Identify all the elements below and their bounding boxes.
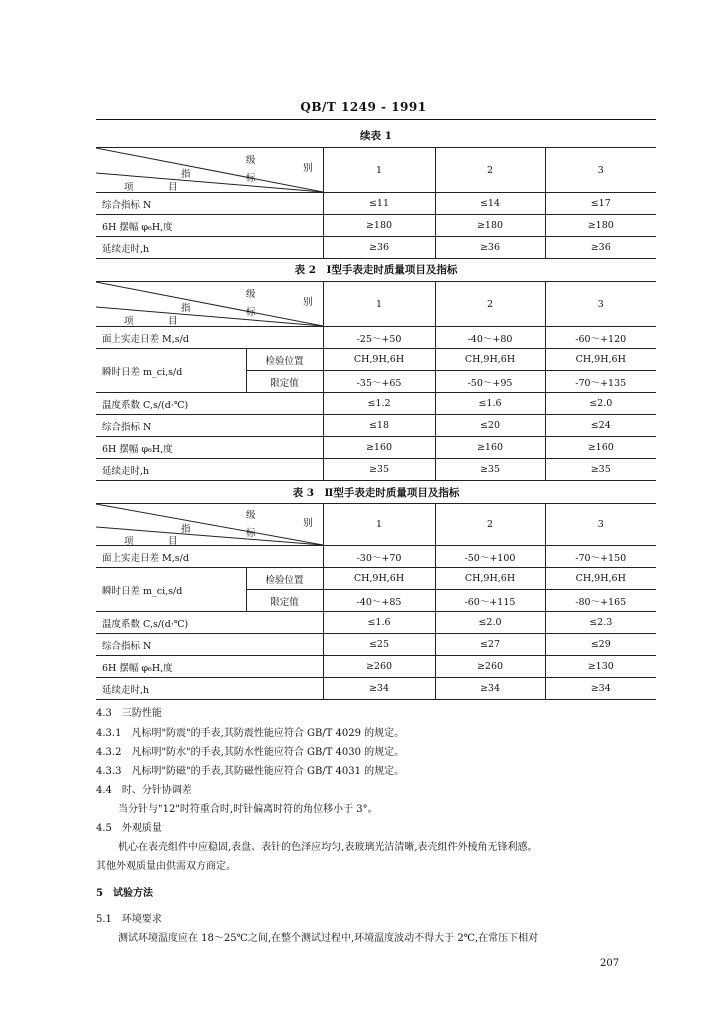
table-row (96, 437, 656, 459)
row-label: 延续走时,h (96, 459, 323, 481)
table-row (96, 327, 656, 349)
grade-2-header: 2 (435, 148, 545, 193)
table-row (96, 546, 656, 568)
cell: CH,9H,6H (435, 349, 545, 371)
diagonal-header-cell (96, 282, 323, 327)
table3 (96, 503, 656, 700)
diag-label-item: 项 (124, 316, 134, 327)
diag-label-level2: 别 (303, 518, 313, 529)
table-row (96, 678, 656, 700)
row-label: 6H 摆幅 φ₆H,度 (96, 215, 323, 237)
table-row (96, 612, 656, 634)
sub-label: 限定值 (246, 371, 323, 393)
grade-3-header: 3 (545, 282, 656, 327)
table-row (96, 634, 656, 656)
cell: CH,9H,6H (545, 349, 656, 371)
section-4-5-text-1: 机心在表壳组件中应稳固,表盘、表针的色泽应均匀,表玻璃光洁清晰,表壳组件外棱角无锋利感。 (118, 842, 538, 853)
cell: ≥34 (435, 678, 545, 700)
table-row (96, 568, 656, 590)
grade-3-header: 3 (545, 504, 656, 546)
cell: ≤17 (545, 193, 656, 215)
cell: -35～+65 (323, 371, 435, 393)
section-4-3-2: 4.3.2 凡标明"防水"的手表,其防水性能应符合 GB/T 4030 的规定。 (96, 747, 405, 758)
cell: CH,9H,6H (545, 568, 656, 590)
section-4-4-heading: 4.4 时、分针协调差 (96, 785, 192, 796)
table-row (96, 393, 656, 415)
cell: ≤2.0 (435, 612, 545, 634)
cell: -40～+85 (323, 590, 435, 612)
diag-label-level: 级 (246, 289, 256, 300)
cell: CH,9H,6H (323, 568, 435, 590)
cell: ≤1.6 (435, 393, 545, 415)
grade-1-header: 1 (323, 282, 435, 327)
row-label: 瞬时日差 m_ci,s/d (96, 568, 246, 612)
cell: ≤27 (435, 634, 545, 656)
cell: -60～+120 (545, 327, 656, 349)
cell: ≥35 (435, 459, 545, 481)
diag-label-item2: 目 (168, 182, 178, 193)
diag-label-level: 级 (246, 155, 256, 166)
row-label: 综合指标 N (96, 415, 323, 437)
grade-2-header: 2 (435, 504, 545, 546)
cell: -50～+100 (435, 546, 545, 568)
table3-caption: 表 3 Ⅱ型手表走时质量项目及指标 (292, 487, 460, 499)
diag-label-indicator: 指 (181, 524, 191, 535)
sub-label: 检验位置 (246, 349, 323, 371)
table-row (96, 656, 656, 678)
section-4-3-1: 4.3.1 凡标明"防震"的手表,其防震性能应符合 GB/T 4029 的规定。 (96, 728, 405, 739)
cell: ≥260 (435, 656, 545, 678)
diag-label-item2: 目 (168, 316, 178, 327)
diag-label-level: 级 (246, 510, 256, 521)
section-4-5-heading: 4.5 外观质量 (96, 823, 162, 834)
section-5-1-text: 测试环境温度应在 18～25℃之间,在整个测试过程中,环境温度波动不得大于 2℃,在常压下相对 (118, 933, 539, 944)
cell: ≥180 (545, 215, 656, 237)
section-4-3-3: 4.3.3 凡标明"防磁"的手表,其防磁性能应符合 GB/T 4031 的规定。 (96, 766, 405, 777)
grade-1-header: 1 (323, 504, 435, 546)
diagonal-header-cell (96, 148, 323, 193)
cell: CH,9H,6H (435, 568, 545, 590)
cell: ≥35 (323, 459, 435, 481)
diag-label-item2: 目 (168, 536, 178, 547)
header-rule (96, 119, 656, 120)
cell: ≤29 (545, 634, 656, 656)
diagonal-header-cell (96, 504, 323, 546)
cell: ≥130 (545, 656, 656, 678)
row-label: 综合指标 N (96, 634, 323, 656)
table-row (96, 349, 656, 371)
cell: ≤1.6 (323, 612, 435, 634)
diag-label-level2: 别 (303, 163, 313, 174)
section-4-4-text: 当分针与"12"时符重合时,时针偏离时符的角位移小于 3°。 (118, 804, 378, 815)
diag-label-level2: 别 (303, 297, 313, 308)
cell: ≥160 (435, 437, 545, 459)
cell: ≥160 (323, 437, 435, 459)
cell: -50～+95 (435, 371, 545, 393)
section-4-5-text-2: 其他外观质量由供需双方商定。 (96, 861, 236, 872)
section-5-1-heading: 5.1 环境要求 (96, 914, 162, 925)
standard-code: QB/T 1249 - 1991 (300, 100, 427, 114)
cell: ≥36 (545, 237, 656, 259)
cell: CH,9H,6H (323, 349, 435, 371)
cell: ≤11 (323, 193, 435, 215)
cell: -30～+70 (323, 546, 435, 568)
diag-label-indicator2: 标 (246, 173, 256, 184)
cell: ≤20 (435, 415, 545, 437)
cell: ≥160 (545, 437, 656, 459)
section-5-heading: 5 试验方法 (96, 888, 153, 899)
row-label: 延续走时,h (96, 237, 323, 259)
cell: ≤25 (323, 634, 435, 656)
table1-caption: 续表 1 (360, 130, 392, 142)
cell: ≤18 (323, 415, 435, 437)
cell: ≥260 (323, 656, 435, 678)
row-label: 瞬时日差 m_ci,s/d (96, 349, 246, 393)
cell: -25～+50 (323, 327, 435, 349)
cell: ≥180 (323, 215, 435, 237)
cell: ≥36 (435, 237, 545, 259)
table2-caption: 表 2 Ⅰ型手表走时质量项目及指标 (294, 264, 458, 276)
row-label: 面上实走日差 M,s/d (96, 546, 323, 568)
row-label: 综合指标 N (96, 193, 323, 215)
cell: ≤14 (435, 193, 545, 215)
table-row (96, 415, 656, 437)
cell: ≥36 (323, 237, 435, 259)
diag-label-indicator: 指 (181, 303, 191, 314)
cell: -70～+150 (545, 546, 656, 568)
row-label: 6H 摆幅 φ₆H,度 (96, 437, 323, 459)
cell: -70～+135 (545, 371, 656, 393)
cell: ≤24 (545, 415, 656, 437)
sub-label: 限定值 (246, 590, 323, 612)
cell: -80～+165 (545, 590, 656, 612)
table-row (96, 215, 656, 237)
diag-label-item: 项 (124, 182, 134, 193)
cell: ≥34 (323, 678, 435, 700)
grade-1-header: 1 (323, 148, 435, 193)
cell: ≥180 (435, 215, 545, 237)
diag-label-indicator2: 标 (246, 528, 256, 539)
row-label: 6H 摆幅 φ₆H,度 (96, 656, 323, 678)
cell: -40～+80 (435, 327, 545, 349)
cell: ≤2.0 (545, 393, 656, 415)
diag-label-indicator: 指 (181, 169, 191, 180)
row-label: 温度系数 C,s/(d·℃) (96, 393, 323, 415)
section-4-3-heading: 4.3 三防性能 (96, 708, 162, 719)
sub-label: 检验位置 (246, 568, 323, 590)
cell: ≤1.2 (323, 393, 435, 415)
table-row (96, 237, 656, 259)
diag-label-item: 项 (124, 536, 134, 547)
table2 (96, 281, 656, 481)
grade-2-header: 2 (435, 282, 545, 327)
grade-3-header: 3 (545, 148, 656, 193)
row-label: 延续走时,h (96, 678, 323, 700)
row-label: 面上实走日差 M,s/d (96, 327, 323, 349)
cell: ≥35 (545, 459, 656, 481)
cell: ≤2.3 (545, 612, 656, 634)
row-label: 温度系数 C,s/(d·℃) (96, 612, 323, 634)
table1 (96, 147, 656, 259)
cell: ≥34 (545, 678, 656, 700)
diag-label-indicator2: 标 (246, 307, 256, 318)
table-row (96, 193, 656, 215)
table-row (96, 459, 656, 481)
cell: -60～+115 (435, 590, 545, 612)
page-number: 207 (600, 958, 620, 969)
